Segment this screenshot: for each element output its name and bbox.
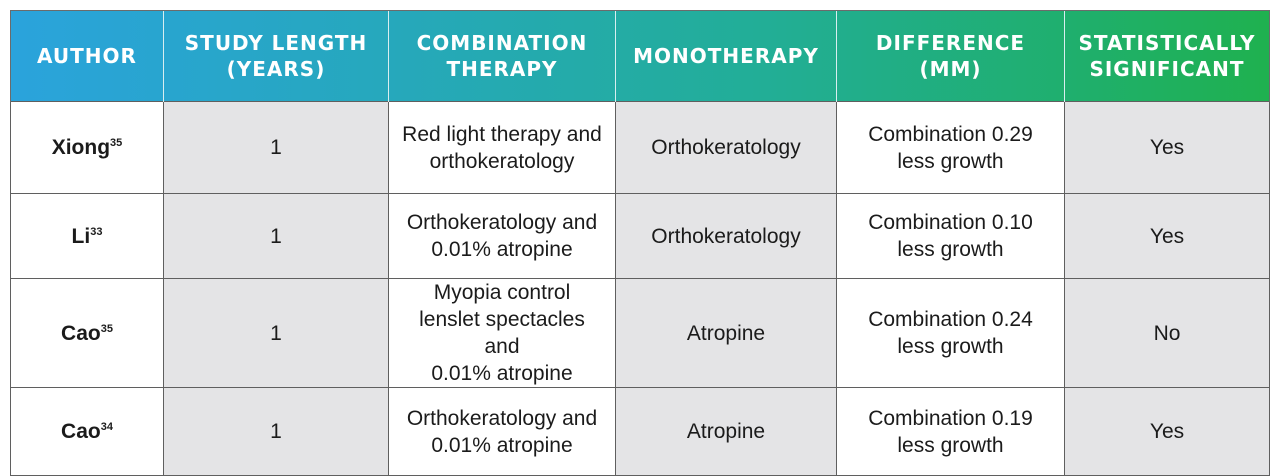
significance-cell: Yes xyxy=(1065,194,1270,279)
header-difference: DIFFERENCE (MM) xyxy=(837,11,1065,102)
header-author: AUTHOR xyxy=(11,11,164,102)
difference-cell: Combination 0.19 less growth xyxy=(837,388,1065,476)
header-study-length: STUDY LENGTH (YEARS) xyxy=(164,11,389,102)
combination-therapy-cell: Red light therapy and orthokeratology xyxy=(389,102,616,194)
significance-cell: No xyxy=(1065,279,1270,388)
significance-cell: Yes xyxy=(1065,388,1270,476)
study-length-cell: 1 xyxy=(164,279,389,388)
study-length-cell: 1 xyxy=(164,102,389,194)
table-row xyxy=(11,388,1270,476)
study-length-cell: 1 xyxy=(164,194,389,279)
author-cell: Li$^{33}$ xyxy=(11,194,164,279)
monotherapy-cell: Atropine xyxy=(616,279,837,388)
combination-therapy-cell: Myopia control lenslet spectacles and 0.01% atropine xyxy=(389,279,616,388)
table-row xyxy=(11,194,1270,279)
reference-number: 34 xyxy=(100,421,113,433)
significance-cell: Yes xyxy=(1065,102,1270,194)
header-statistically-significant: STATISTICALLY SIGNIFICANT xyxy=(1065,11,1270,102)
table-row xyxy=(11,102,1270,194)
reference-number: 35 xyxy=(110,137,123,149)
reference-number: 35 xyxy=(100,322,113,335)
reference-number: 33 xyxy=(90,225,103,238)
monotherapy-cell: Orthokeratology xyxy=(616,194,837,279)
comparison-table-container xyxy=(10,10,1269,466)
author-cell: Cao$^{35}$ xyxy=(11,279,164,388)
header-monotherapy: MONOTHERAPY xyxy=(616,11,837,102)
header-row xyxy=(11,11,1270,102)
monotherapy-cell: Atropine xyxy=(616,388,837,476)
monotherapy-cell: Orthokeratology xyxy=(616,102,837,194)
difference-cell: Combination 0.24 less growth xyxy=(837,279,1065,388)
combination-therapy-cell: Orthokeratology and 0.01% atropine xyxy=(389,194,616,279)
header-combination-therapy: COMBINATION THERAPY xyxy=(389,11,616,102)
author-cell: Cao$^{34}$ xyxy=(11,388,164,476)
table-row xyxy=(11,279,1270,388)
difference-cell: Combination 0.10 less growth xyxy=(837,194,1065,279)
study-length-cell: 1 xyxy=(164,388,389,476)
table-body xyxy=(11,102,1270,476)
table-header xyxy=(11,11,1270,102)
difference-cell: Combination 0.29 less growth xyxy=(837,102,1065,194)
combination-therapy-table xyxy=(10,10,1270,476)
author-cell: Xiong$^{35}$ xyxy=(11,102,164,194)
combination-therapy-cell: Orthokeratology and 0.01% atropine xyxy=(389,388,616,476)
